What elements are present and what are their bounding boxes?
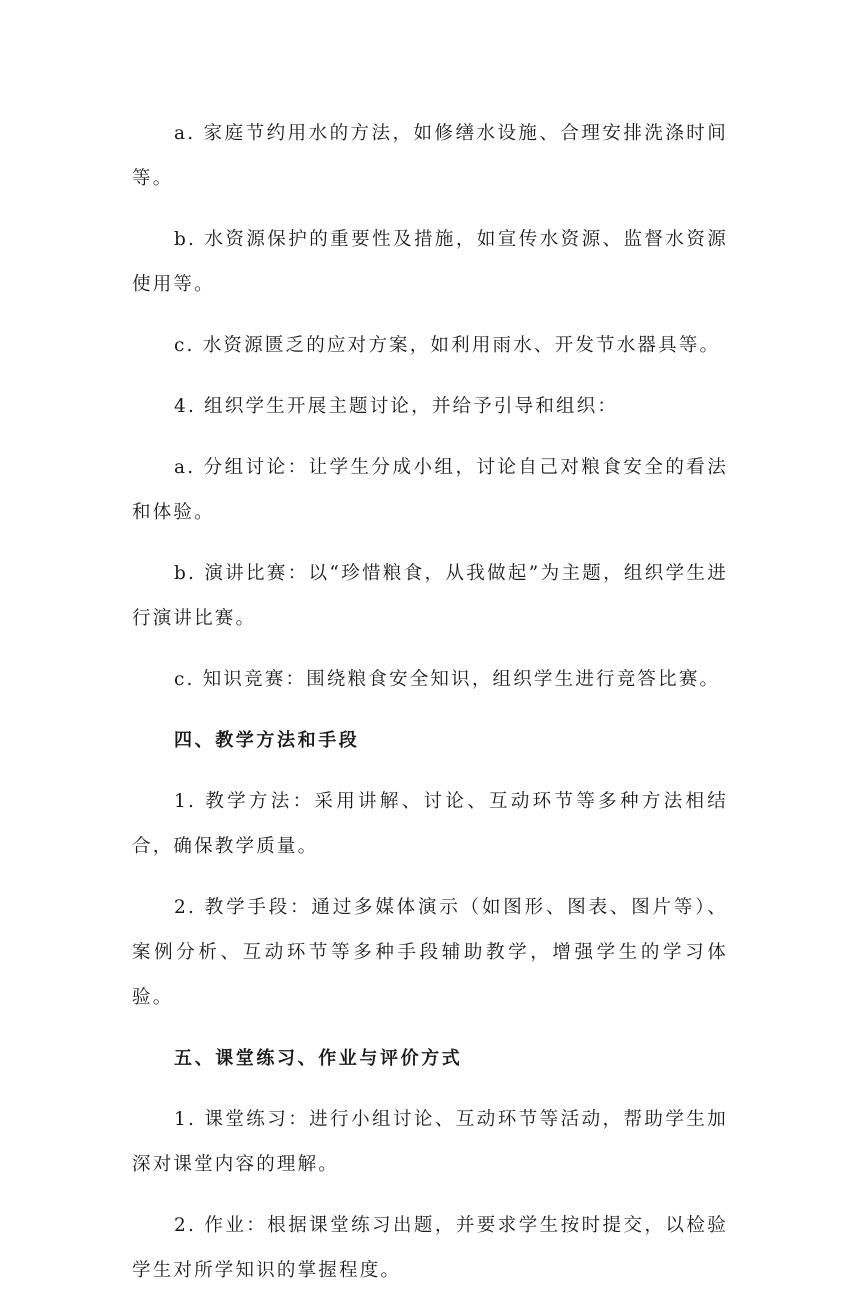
paragraph-topic-discussion: 4. 组织学生开展主题讨论，并给予引导和组织： xyxy=(174,396,619,417)
paragraph-water-saving-methods: a. 家庭节约用水的方法，如修缮水设施、合理安排洗涤时间等。 xyxy=(132,123,728,189)
paragraph-group-discussion: a. 分组讨论：让学生分成小组，讨论自己对粮食安全的看法和体验。 xyxy=(132,457,728,523)
paragraph-speech-contest: b. 演讲比赛：以“珍惜粮食，从我做起”为主题，组织学生进行演讲比赛。 xyxy=(132,563,728,629)
section-heading-teaching-methods: 四、教学方法和手段 xyxy=(174,730,360,751)
paragraph-homework: 2. 作业：根据课堂练习出题，并要求学生按时提交，以检验学生对所学知识的掌握程度。 xyxy=(132,1215,728,1281)
paragraph-teaching-means: 2. 教学手段：通过多媒体演示（如图形、图表、图片等）、案例分析、互动环节等多种手段辅助教学，增强学生的学习体验。 xyxy=(132,897,728,1008)
paragraph-teaching-method: 1. 教学方法：采用讲解、讨论、互动环节等多种方法相结合，确保教学质量。 xyxy=(132,791,728,857)
section-heading-practice-homework: 五、课堂练习、作业与评价方式 xyxy=(174,1048,463,1069)
paragraph-water-protection: b. 水资源保护的重要性及措施，如宣传水资源、监督水资源使用等。 xyxy=(132,229,728,295)
document-body xyxy=(132,111,728,1309)
paragraph-classroom-practice: 1. 课堂练习：进行小组讨论、互动环节等活动，帮助学生加深对课堂内容的理解。 xyxy=(132,1109,728,1175)
paragraph-knowledge-contest: c. 知识竞赛：围绕粮食安全知识，组织学生进行竞答比赛。 xyxy=(174,669,721,690)
paragraph-water-shortage-plan: c. 水资源匮乏的应对方案，如利用雨水、开发节水器具等。 xyxy=(174,335,721,356)
